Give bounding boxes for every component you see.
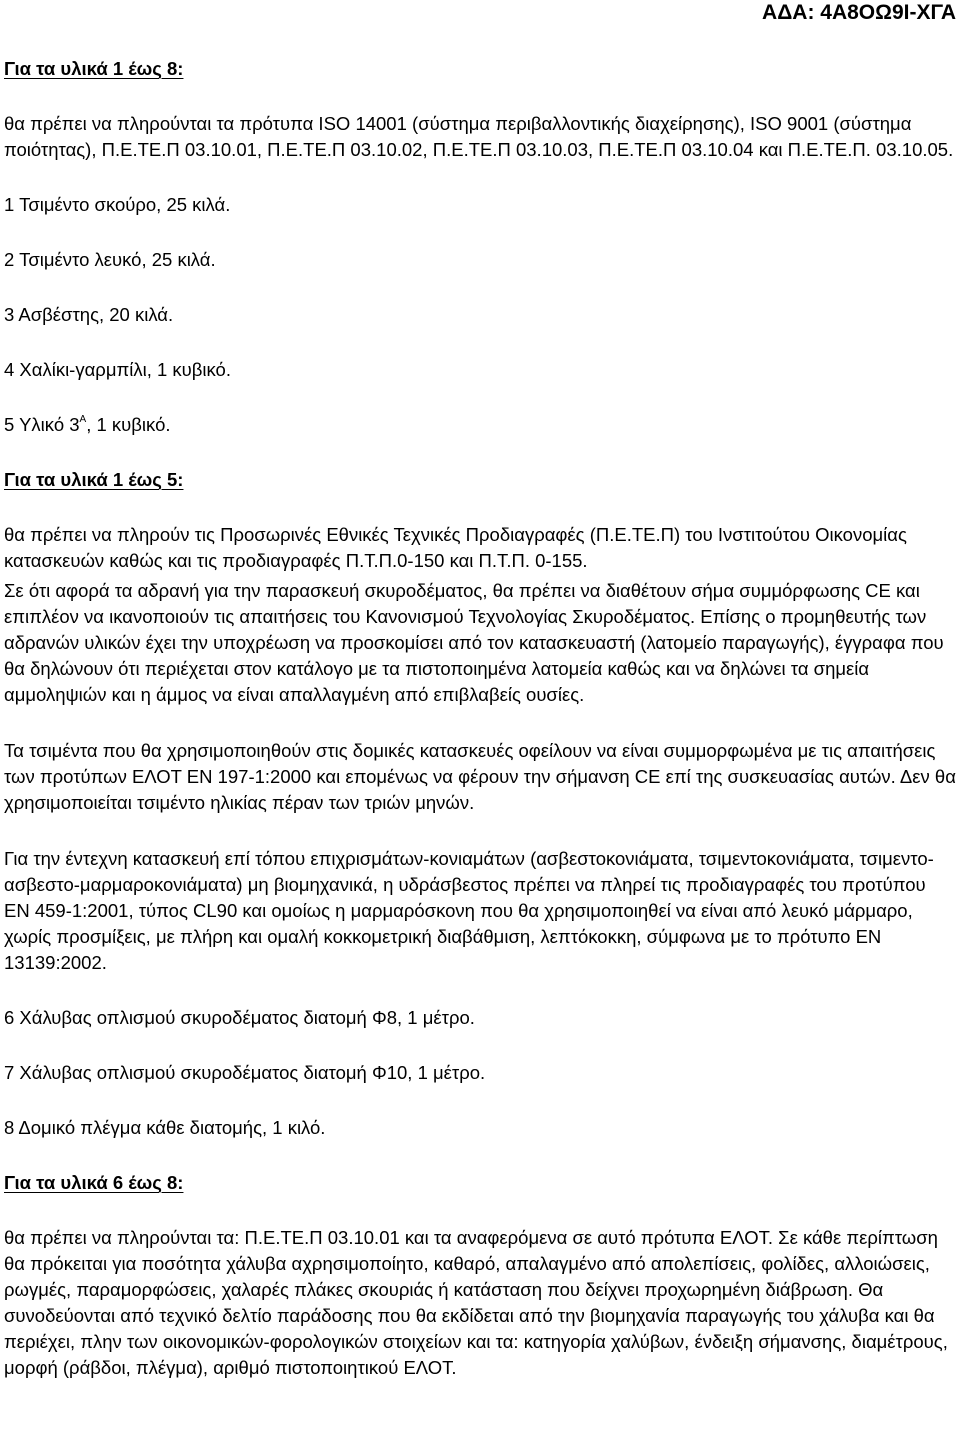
material-item-5 [4,412,956,438]
material-item-5-text: 5 Υλικό 3 [4,414,80,435]
section-heading-materials-1-5: Για τα υλικά 1 έως 5: [4,469,184,490]
material-item-5-superscript: Α [79,414,87,425]
aggregates-paragraph: Σε ότι αφορά τα αδρανή για την παρασκευή σκυροδέματος, θα πρέπει να διαθέτουν σήμα συμμόρφωσης CE και επιπλέον να ικανοποιούν τις απαιτήσεις του Κανονισμού Τεχνολογίας Σκυροδέματος. Επίσης ο προμηθευτής των αδρανών υλικών έχει την υποχρέωση να προσκομίσει από τον κατασκευαστή (λατομείο παραγωγής), έγγραφα που θα δηλώνουν ότι περιέχεται στον κατάλογο με τα πιστοποιημένα λατομεία καθώς και να δηλώνει τα σημεία αμμοληψιών και η άμμος να είναι απαλλαγμένη από επιβλαβείς ουσίες. [4,580,944,705]
lime-paragraph: Για την έντεχνη κατασκευή επί τόπου επιχρισμάτων-κονιαμάτων (ασβεστοκονιάματα, τσιμεντοκονιάματα, τσιμεντο-ασβεστο-μαρμαροκονιάματα) μη βιομηχανικά, η υδράσβεστος πρέπει να πληρεί τις προδιαγραφές του προτύπου EN 459-1:2001, τύπος CL90 και ομοίως η μαρμαρόσκονη που θα χρησιμοποιηθεί να είναι από λευκό μάρμαρο, χωρίς προσμίξεις, με πλήρη και ομαλή κοκκομετρική διαβάθμιση, λεπτόκοκκη, σύμφωνα με το πρότυπο EN 13139:2002. [4,848,934,973]
standards-paragraph-1-8: θα πρέπει να πληρούνται τα πρότυπα ISO 14001 (σύστημα περιβαλλοντικής διαχείρησης), ISO 9001 (σύστημα ποιότητας), Π.Ε.ΤΕ.Π 03.10.01, Π.Ε.ΤΕ.Π 03.10.02, Π.Ε.ΤΕ.Π 03.10.03, Π.Ε.ΤΕ.Π 03.10.04 και Π.Ε.ΤΕ.Π. 03.10.05. [4,113,954,160]
standards-paragraph-1-5: θα πρέπει να πληρούν τις Προσωρινές Εθνικές Τεχνικές Προδιαγραφές (Π.Ε.ΤΕ.Π) του Ινστιτούτου Οικονομίας κατασκευών καθώς και τις προδιαγραφές Π.Τ.Π.0-150 και Π.Τ.Π. 0-155. [4,524,907,571]
ada-code: ΑΔΑ: 4Α8ΟΩ9Ι-ΧΓΑ [762,1,956,24]
cement-paragraph: Τα τσιμέντα που θα χρησιμοποιηθούν στις δομικές κατασκευές οφείλουν να είναι συμμορφωμένα με τις απαιτήσεις των προτύπων ΕΛΟΤ EN 197-1:2000 και επομένως να φέρουν την σήμανση CE επί της συσκευασίας αυτών. Δεν θα χρησιμοποιείται τσιμέντο ηλικίας πέραν των τριών μηνών. [4,740,956,813]
material-item-2: 2 Τσιμέντο λευκό, 25 κιλά. [4,249,216,270]
material-item-3: 3 Ασβέστης, 20 κιλά. [4,304,174,325]
material-item-8: 8 Δομικό πλέγμα κάθε διατομής, 1 κιλό. [4,1117,326,1138]
section-heading-materials-6-8: Για τα υλικά 6 έως 8: [4,1172,184,1193]
standards-paragraph-6-8: θα πρέπει να πληρούνται τα: Π.Ε.ΤΕ.Π 03.10.01 και τα αναφερόμενα σε αυτό πρότυπα ΕΛΟΤ. Σε κάθε περίπτωση θα πρόκειται για ποσότητα χάλυβα αχρησιμοποίητο, καθαρό, απαλαγμένο από απολεπίσεις, φολίδες, αλλοιώσεις, ρωγμές, παραμορφώσεις, χαλαρές πλάκες σκουριάς ή κατάσταση που δείχνει προχωρημένη διάβρωση. Θα συνοδεύονται από τεχνικό δελτίο παράδοσης που θα εκδίδεται από την βιομηχανία παραγωγής του χάλυβα και θα περιέχει, πλην των οικονομικών-φορολογικών στοιχείων και τα: κατηγορία χαλύβων, ένδειξη σήμανσης, διαμέτρους, μορφή (ράβδοι, πλέγμα), αριθμό πιστοποιητικού ΕΛΟΤ. [4,1227,948,1378]
document-body [4,56,956,1381]
section-heading-materials-1-8: Για τα υλικά 1 έως 8: [4,58,184,79]
material-item-1: 1 Τσιμέντο σκούρο, 25 κιλά. [4,194,231,215]
material-item-7: 7 Χάλυβας οπλισμού σκυροδέματος διατομή Φ10, 1 μέτρο. [4,1062,486,1083]
material-item-5-quantity: , 1 κυβικό. [86,414,171,435]
material-item-4: 4 Χαλίκι-γαρμπίλι, 1 κυβικό. [4,359,231,380]
material-item-6: 6 Χάλυβας οπλισμού σκυροδέματος διατομή Φ8, 1 μέτρο. [4,1007,475,1028]
